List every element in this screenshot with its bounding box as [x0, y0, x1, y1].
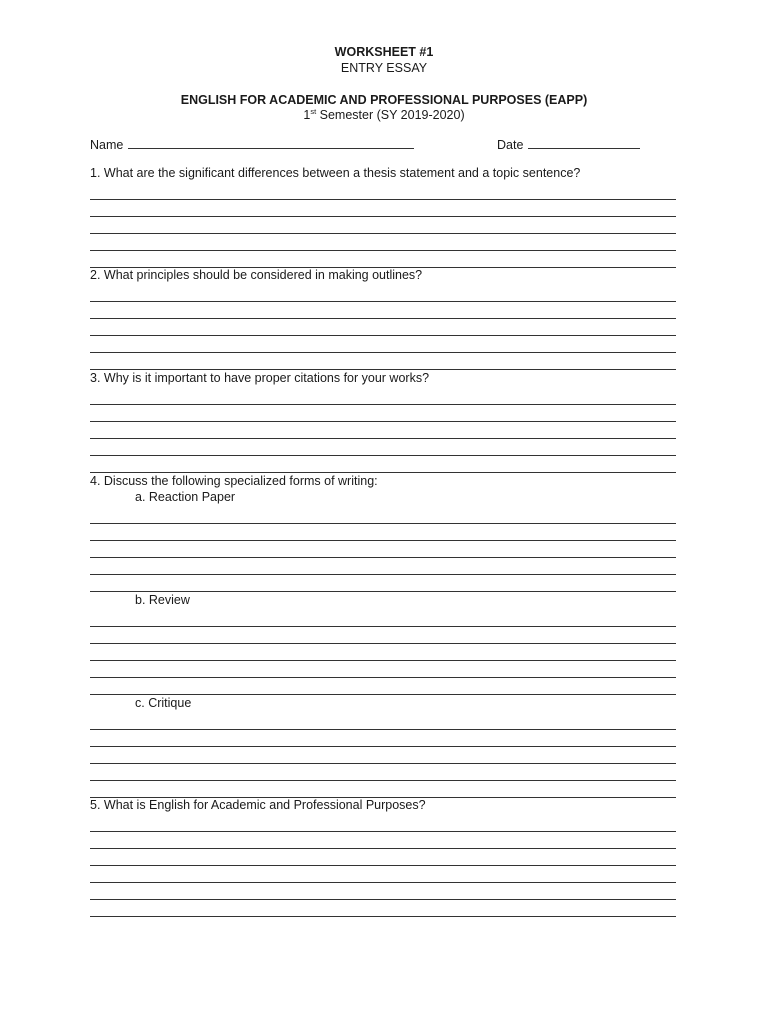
answer-line[interactable] [90, 815, 676, 832]
answer-lines-4c[interactable] [90, 713, 676, 798]
semester-text: Semester (SY 2019-2020) [316, 108, 465, 122]
answer-lines-5[interactable] [90, 815, 676, 917]
question-2 [90, 267, 676, 370]
answer-line[interactable] [90, 883, 676, 900]
question-4a-label: a. Reaction Paper [135, 490, 236, 504]
answer-line[interactable] [90, 661, 676, 678]
answer-line[interactable] [90, 730, 676, 747]
answer-line[interactable] [90, 200, 676, 217]
question-4 [90, 473, 676, 592]
course-title: ENGLISH FOR ACADEMIC AND PROFESSIONAL PURPOSES (EAPP) [180, 93, 588, 107]
question-3 [90, 370, 676, 473]
question-5 [90, 797, 676, 917]
answer-line[interactable] [90, 781, 676, 798]
answer-line[interactable] [90, 405, 676, 422]
date-label: Date [497, 138, 524, 152]
answer-line[interactable] [90, 678, 676, 695]
semester-line [0, 107, 768, 123]
answer-line[interactable] [90, 747, 676, 764]
answer-line[interactable] [90, 627, 676, 644]
answer-line[interactable] [90, 524, 676, 541]
date-blank[interactable] [528, 136, 640, 149]
answer-line[interactable] [90, 713, 676, 730]
answer-line[interactable] [90, 336, 676, 353]
question-5-text: 5. What is English for Academic and Professional Purposes? [90, 798, 426, 812]
question-4b-label: b. Review [135, 593, 190, 607]
worksheet-subtitle: ENTRY ESSAY [340, 61, 428, 75]
question-4c [90, 695, 676, 798]
semester-ordinal: st [310, 107, 317, 116]
answer-lines-3[interactable] [90, 388, 676, 473]
date-field [497, 136, 640, 153]
answer-line[interactable] [90, 422, 676, 439]
answer-line[interactable] [90, 610, 676, 627]
answer-line[interactable] [90, 541, 676, 558]
question-4b [90, 592, 676, 695]
question-4c-label: c. Critique [135, 696, 192, 710]
answer-line[interactable] [90, 319, 676, 336]
name-blank[interactable] [128, 136, 414, 149]
name-field [90, 136, 414, 153]
answer-line[interactable] [90, 302, 676, 319]
answer-lines-4b[interactable] [90, 610, 676, 695]
answer-line[interactable] [90, 456, 676, 473]
answer-line[interactable] [90, 388, 676, 405]
worksheet-title: WORKSHEET #1 [334, 45, 434, 59]
answer-line[interactable] [90, 644, 676, 661]
name-label: Name [90, 138, 124, 152]
question-4-text: 4. Discuss the following specialized forms of writing: [90, 474, 378, 488]
question-1 [90, 165, 676, 268]
answer-line[interactable] [90, 183, 676, 200]
answer-line[interactable] [90, 832, 676, 849]
answer-line[interactable] [90, 439, 676, 456]
answer-line[interactable] [90, 900, 676, 917]
answer-line[interactable] [90, 866, 676, 883]
answer-line[interactable] [90, 507, 676, 524]
answer-line[interactable] [90, 849, 676, 866]
answer-line[interactable] [90, 285, 676, 302]
answer-line[interactable] [90, 764, 676, 781]
answer-line[interactable] [90, 251, 676, 268]
semester-number: 1 [303, 108, 311, 122]
answer-lines-1[interactable] [90, 183, 676, 268]
question-3-text: 3. Why is it important to have proper citations for your works? [90, 371, 430, 385]
answer-line[interactable] [90, 575, 676, 592]
question-1-text: 1. What are the significant differences between a thesis statement and a topic sentence? [90, 166, 581, 180]
answer-line[interactable] [90, 558, 676, 575]
question-2-text: 2. What principles should be considered in making outlines? [90, 268, 423, 282]
answer-line[interactable] [90, 234, 676, 251]
answer-line[interactable] [90, 217, 676, 234]
answer-lines-4a[interactable] [90, 507, 676, 592]
answer-line[interactable] [90, 353, 676, 370]
answer-lines-2[interactable] [90, 285, 676, 370]
